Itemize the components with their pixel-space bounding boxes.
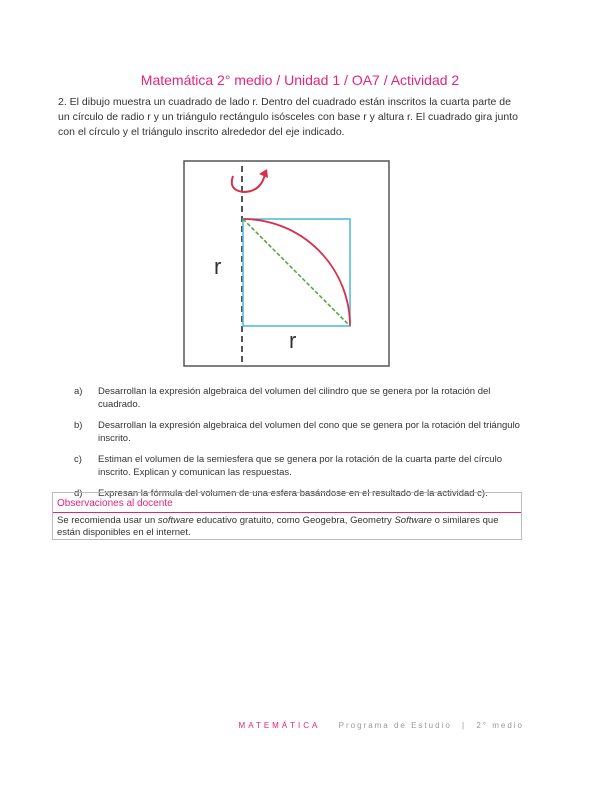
question-letter: a) bbox=[74, 386, 83, 397]
question-text: Expresan la fórmula del volumen de una esfera basándose en el resultado de la actividad c). bbox=[98, 488, 488, 499]
list-item bbox=[74, 419, 534, 445]
question-letter: d) bbox=[74, 488, 83, 499]
rotation-arrow-icon bbox=[232, 174, 265, 192]
teacher-notes-box bbox=[52, 492, 522, 540]
list-item bbox=[74, 385, 534, 411]
question-list bbox=[74, 385, 534, 508]
page-footer bbox=[239, 721, 524, 730]
list-item bbox=[74, 453, 534, 479]
footer-subject: MATEMÁTICA bbox=[238, 721, 321, 730]
footer-separator: | bbox=[462, 721, 467, 730]
teacher-notes-title: Observaciones al docente bbox=[57, 498, 173, 509]
question-text: Desarrollan la expresión algebraica del volumen del cilindro que se genera por la rotación del cuadrado. bbox=[98, 386, 491, 410]
problem-statement: 2. El dibujo muestra un cuadrado de lado r. Dentro del cuadrado están inscritos la cuarta parte de un círculo de radio r y un triángulo rectángulo isósceles con base r y altura r. El cuadrado gira junto con el círculo y el triángulo inscrito alrededor del eje indicado. bbox=[58, 96, 518, 138]
teacher-notes-text: Se recomienda usar un software educativo gratuito, como Geogebra, Geometry Software o similares que están disponibles en el internet. bbox=[57, 515, 499, 538]
question-letter: b) bbox=[74, 420, 83, 431]
side-label-r: r bbox=[214, 254, 222, 279]
rotation-figure bbox=[183, 160, 393, 370]
footer-program: Programa de Estudio bbox=[338, 721, 452, 730]
question-text: Estiman el volumen de la semiesfera que se genera por la rotación de la cuarta parte del círculo inscrito. Explican y comunican las respuestas. bbox=[98, 454, 502, 478]
question-letter: c) bbox=[74, 454, 82, 465]
question-text: Desarrollan la expresión algebraica del volumen del cono que se genera por la rotación del triángulo inscrito. bbox=[98, 420, 520, 444]
triangle-hypotenuse bbox=[243, 219, 350, 326]
base-label-r: r bbox=[289, 328, 297, 353]
page-title: Matemática 2° medio / Unidad 1 / OA7 / Actividad 2 bbox=[140, 72, 460, 88]
footer-grade: 2° medio bbox=[476, 721, 524, 730]
divider bbox=[53, 512, 521, 513]
